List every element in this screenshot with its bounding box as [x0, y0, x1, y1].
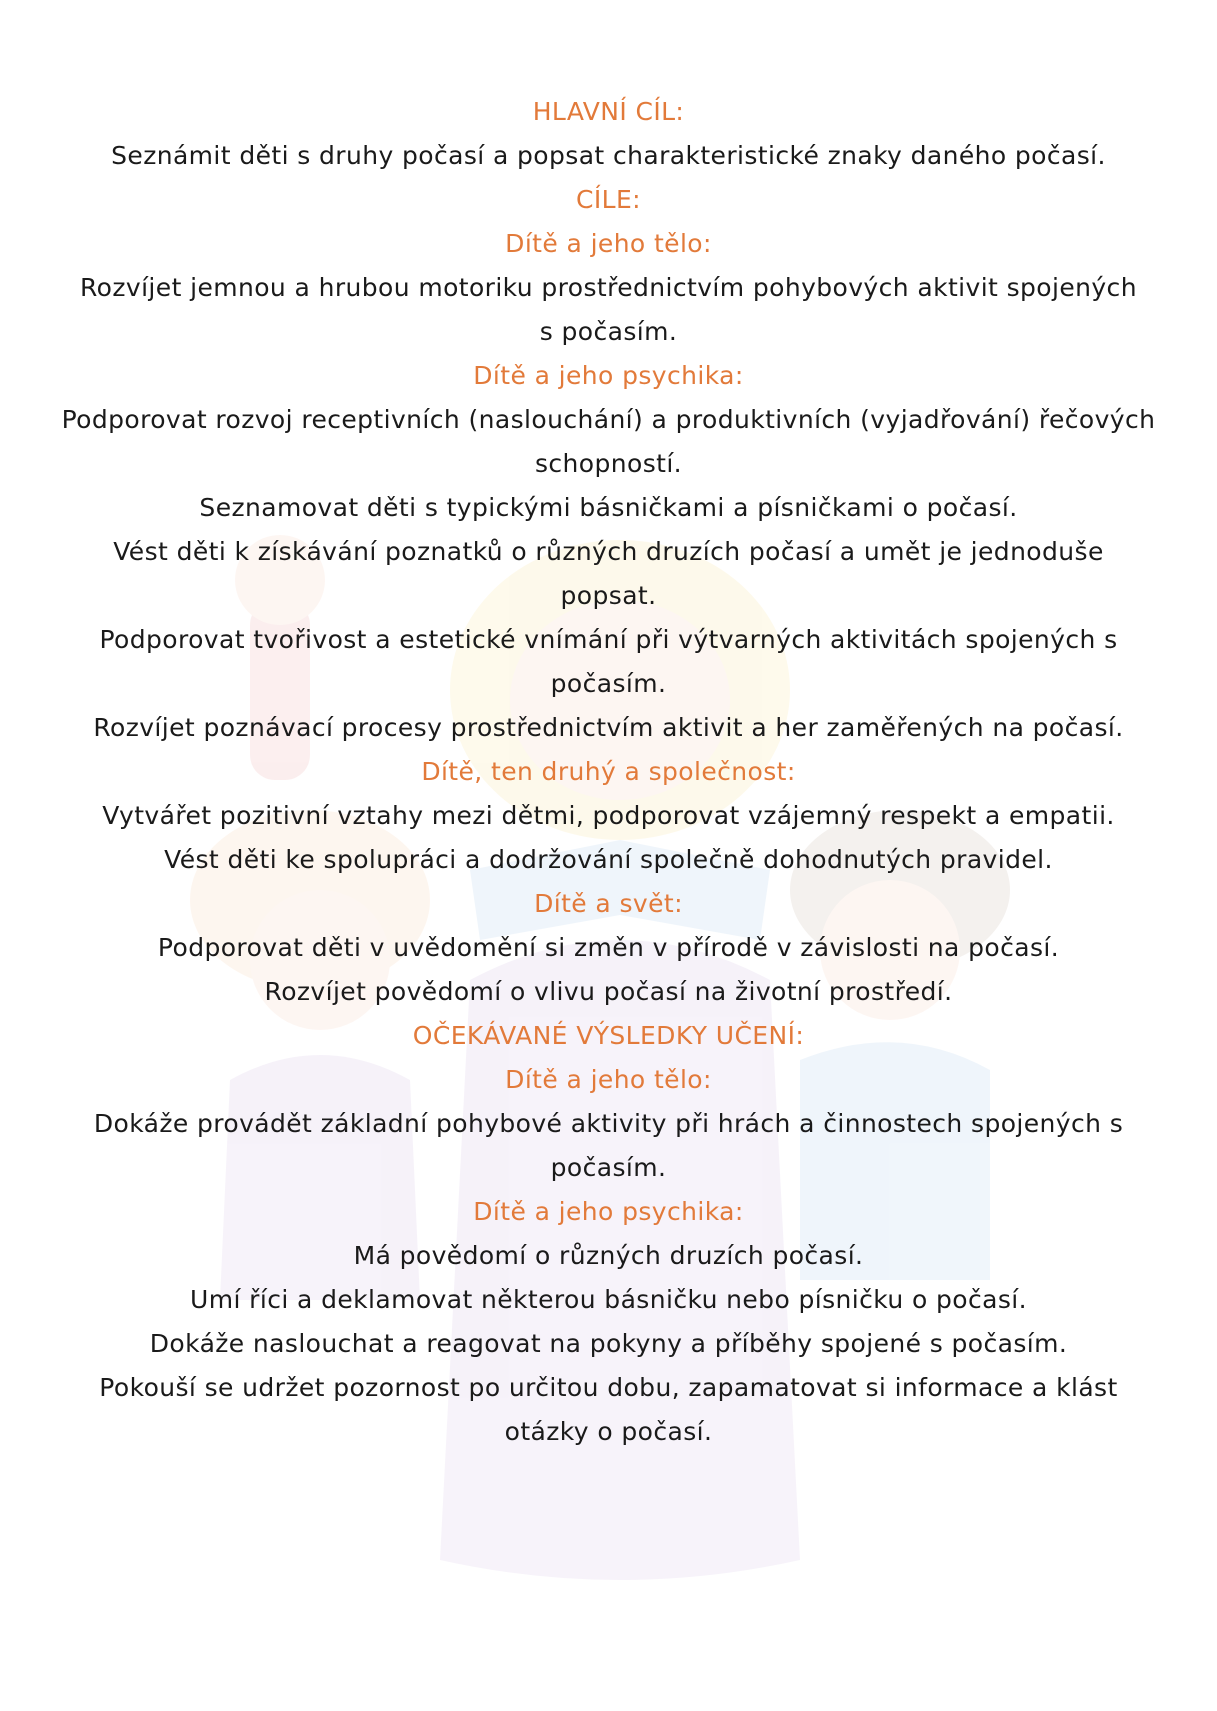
heading-child-psyche: Dítě a jeho psychika: — [473, 361, 744, 390]
text-line: schopností. — [534, 449, 683, 478]
text-line: Podporovat rozvoj receptivních (naslouchání) a produktivních (vyjadřování) řečových — [61, 405, 1156, 434]
text-line: popsat. — [560, 581, 657, 610]
text-line: Rozvíjet povědomí o vlivu počasí na životní prostředí. — [264, 977, 953, 1006]
text-line: Seznamovat děti s typickými básničkami a písničkami o počasí. — [199, 493, 1018, 522]
text-line: Podporovat tvořivost a estetické vnímání při výtvarných aktivitách spojených s — [99, 625, 1118, 654]
text-line: Rozvíjet poznávací procesy prostřednictvím aktivit a her zaměřených na počasí. — [93, 713, 1124, 742]
heading-child-body: Dítě a jeho tělo: — [505, 1065, 712, 1094]
text-line: Rozvíjet jemnou a hrubou motoriku prostřednictvím pohybových aktivit spojených — [80, 273, 1137, 302]
heading-goals: CÍLE: — [576, 185, 641, 214]
text-line: počasím. — [550, 669, 667, 698]
text-line: Podporovat děti v uvědomění si změn v přírodě v závislosti na počasí. — [157, 933, 1060, 962]
text-line: otázky o počasí. — [504, 1417, 713, 1446]
text-line: Dokáže naslouchat a reagovat na pokyny a příběhy spojené s počasím. — [149, 1329, 1068, 1358]
heading-child-body: Dítě a jeho tělo: — [505, 229, 712, 258]
text-line: Má povědomí o různých druzích počasí. — [353, 1241, 864, 1270]
text-line: Umí říci a deklamovat některou básničku nebo písničku o počasí. — [190, 1285, 1027, 1314]
heading-expected-outcomes: OČEKÁVANÉ VÝSLEDKY UČENÍ: — [412, 1021, 805, 1050]
heading-child-psyche: Dítě a jeho psychika: — [473, 1197, 744, 1226]
heading-child-society: Dítě, ten druhý a společnost: — [421, 757, 796, 786]
text-line: Vést děti ke spolupráci a dodržování společně dohodnutých pravidel. — [164, 845, 1053, 874]
text-line: Vytvářet pozitivní vztahy mezi dětmi, podporovat vzájemný respekt a empatii. — [102, 801, 1115, 830]
text-line: Vést děti k získávání poznatků o různých druzích počasí a umět je jednoduše — [113, 537, 1104, 566]
heading-main-goal: HLAVNÍ CÍL: — [532, 97, 685, 126]
text-line: s počasím. — [539, 317, 678, 346]
heading-child-world: Dítě a svět: — [534, 889, 683, 918]
text-line: počasím. — [550, 1153, 667, 1182]
text-line: Pokouší se udržet pozornost po určitou dobu, zapamatovat si informace a klást — [99, 1373, 1118, 1402]
text-line: Dokáže provádět základní pohybové aktivity při hrách a činnostech spojených s — [93, 1109, 1124, 1138]
text-line: Seznámit děti s druhy počasí a popsat charakteristické znaky daného počasí. — [111, 141, 1106, 170]
